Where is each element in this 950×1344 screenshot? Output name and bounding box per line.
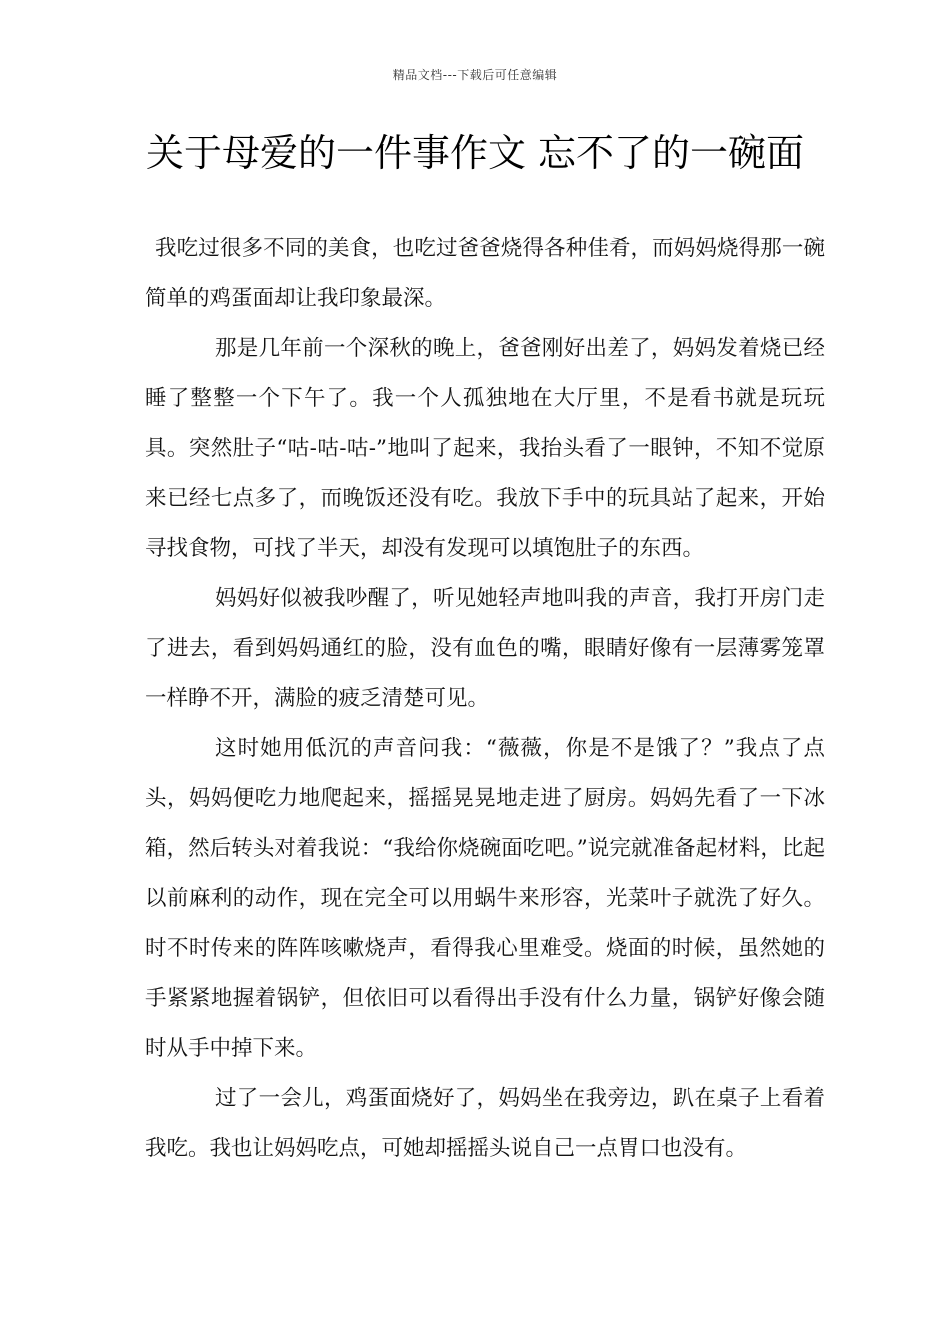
paragraph-2: 那是几年前一个深秋的晚上，爸爸刚好出差了，妈妈发着烧已经睡了整整一个下午了。我一个人孤独地在大厅里，不是看书就是玩玩具。突然肚子“咕-咕-咕-”地叫了起来，我抬头看了一眼钟，不知不觉原来已经七点多了，而晚饭还没有吃。我放下手中的玩具站了起来，开始寻找食物，可找了半天，却没有发现可以填饱肚子的东西。 [145, 336, 825, 561]
paragraph-4: 这时她用低沉的声音问我：“薇薇，你是不是饿了？”我点了点头，妈妈便吃力地爬起来，摇摇晃晃地走进了厨房。妈妈先看了一下冰箱，然后转头对着我说：“我给你烧碗面吃吧。”说完就准备起材料，比起以前麻利的动作，现在完全可以用蜗牛来形容，光菜叶子就洗了好久。时不时传来的阵阵咳嗽烧声，看得我心里难受。烧面的时候，虽然她的手紧紧地握着锅铲，但依旧可以看得出手没有什么力量，锅铲好像会随时从手中掉下来。 [145, 736, 825, 1061]
paragraph-5: 过了一会儿，鸡蛋面烧好了，妈妈坐在我旁边，趴在桌子上看着我吃。我也让妈妈吃点，可她却摇摇头说自己一点胃口也没有。 [145, 1086, 825, 1161]
paragraph-3: 妈妈好似被我吵醒了，听见她轻声地叫我的声音，我打开房门走了进去，看到妈妈通红的脸，没有血色的嘴，眼睛好像有一层薄雾笼罩一样睁不开，满脸的疲乏清楚可见。 [145, 586, 825, 711]
page-header: 精品文档---下载后可任意编辑 [392, 68, 558, 82]
document-body [145, 224, 825, 1174]
paragraph-1: 我吃过很多不同的美食，也吃过爸爸烧得各种佳肴，而妈妈烧得那一碗简单的鸡蛋面却让我印象最深。 [145, 236, 825, 311]
document-title: 关于母爱的一件事作文 忘不了的一碗面 [145, 131, 805, 175]
